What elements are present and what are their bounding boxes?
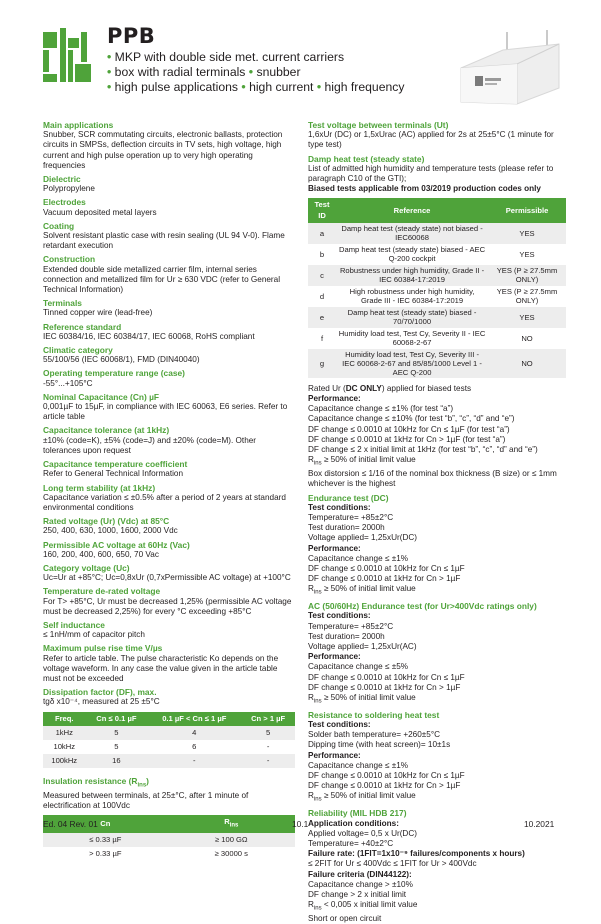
condition-line: Temperature= +85±2°C [308, 621, 394, 631]
perf-line: DF change ≤ 2 x initial limit at 1kHz (for test “b”, “c”, “d” and “e”) [308, 445, 538, 455]
permissible-ac-voltage-heading: Permissible AC voltage at 60Hz (Vac) [43, 539, 190, 550]
dielectric-heading: Dielectric [43, 174, 81, 185]
self-inductance-text: ≤ 1nH/mm of capacitor pitch [43, 630, 145, 640]
damp-heat-text: List of admitted high humidity and temperature tests (please refer to paragraph C10 of the GTI); [308, 163, 554, 184]
table-cell: - [241, 740, 295, 754]
table-cell: YES [488, 223, 566, 244]
condition-line: Temperature= +40±2°C [308, 838, 394, 848]
perf-rins-line: $R_{ins} \ge 50\%$ of initial limit value [308, 455, 416, 467]
condition-line: Solder bath temperature= +260±5°C [308, 730, 441, 740]
pulse-rise-time-text: Refer to article table. The pulse characteristic Ko depends on the voltage waveform. In any case the value given in the article table must not be exceeded [43, 653, 279, 683]
table-cell: a [308, 223, 336, 244]
rated-voltage-text: 250, 400, 630, 1000, 1600, 2000 Vdc [43, 526, 178, 536]
terminals-text: Tinned copper wire (lead-free) [43, 308, 153, 318]
performance-label: Performance: [308, 750, 361, 760]
footer-page-number: 10.1 [292, 819, 309, 829]
perf-rins-line: $R_{ins} \ge 50\%$ of initial limit value [308, 791, 416, 804]
company-logo [43, 28, 93, 84]
table-row [308, 349, 566, 378]
product-photo [455, 30, 565, 110]
table-header: 0.1 µF < Cn ≤ 1 µF [147, 712, 241, 726]
table-cell: Damp heat test (steady state) biased - AEC Q-200 cockpit [339, 245, 486, 264]
table-row [43, 740, 295, 754]
climatic-category-text: 55/100/56 (IEC 60068/1), FMD (DIN40040) [43, 355, 200, 365]
perf-line: Capacitance change ≤ ±1% [308, 760, 409, 770]
table-cell: > 0.33 µF [89, 848, 122, 858]
humidity-test-table [308, 198, 566, 377]
subtitle-line-3: • high pulse applications • high current • high frequency [107, 80, 405, 94]
table-cell: Damp heat test (steady state) not biased - IEC60068 [336, 223, 488, 244]
dissipation-factor-table [43, 712, 295, 768]
table-row [308, 265, 566, 286]
reliability-heading: Reliability (MIL HDB 217) [308, 808, 407, 819]
climatic-category-heading: Climatic category [43, 345, 113, 356]
derated-voltage-heading: Temperature de-rated voltage [43, 586, 161, 597]
capacitance-tolerance-text: ±10% (code=K), ±5% (code=J) and ±20% (code=M). Other tolerances upon request [43, 435, 257, 455]
table-cell: YES (P ≥ 27.5mm ONLY) [496, 287, 558, 306]
table-cell: ≤ 0.33 µF [43, 833, 168, 847]
capacitance-temp-coeff-text: Refer to General Technical Information [43, 469, 184, 479]
failure-criteria-label: Failure criteria (DIN44122): [308, 869, 412, 879]
nominal-capacitance-text: 0,001µF to 15µF, in compliance with IEC 60063, E6 series. Refer to article table [43, 402, 288, 422]
dissipation-factor-text: tgδ x10⁻⁴, measured at 25 ±5°C [43, 697, 160, 707]
operating-temperature-heading: Operating temperature range (case) [43, 368, 185, 379]
table-cell: 16 [85, 754, 147, 768]
main-applications-heading: Main applications [43, 120, 114, 130]
table-cell: Humidity load test, Test Cy, Severity II - IEC 60068-2-67 [338, 329, 486, 348]
table-cell: g [308, 349, 336, 378]
table-header: Permissible [488, 198, 566, 222]
right-column [308, 120, 566, 924]
table-header: Cn > 1 µF [241, 712, 295, 726]
long-term-stability-text: Capacitance variation ≤ ±0.5% after a period of 2 years at standard environmental conditions [43, 492, 286, 512]
table-cell: NO [521, 333, 533, 343]
table-cell: 100kHz [43, 754, 85, 768]
ac-endurance-heading: AC (50/60Hz) Endurance test (for Ur>400Vdc ratings only) [308, 601, 537, 612]
endurance-dc-heading: Endurance test (DC) [308, 492, 389, 503]
rated-voltage-heading: Rated voltage (Ur) (Vdc) at 85°C [43, 516, 170, 527]
performance-label: Performance: [308, 543, 361, 553]
condition-line: Voltage applied= 1,25xUr(AC) [308, 641, 417, 651]
nominal-capacitance-heading: Nominal Capacitance (Cn) µF [43, 391, 160, 402]
criteria-line: DF change > 2 x initial limit [308, 889, 407, 899]
table-cell: Humidity load test, Test Cy, Severity III - IEC 60068-2-67 and 85/85/1000 Level 1 - AEC Q-200 [336, 349, 488, 378]
perf-line: DF change ≤ 0.0010 at 1kHz for Cn > 1µF [308, 781, 461, 791]
perf-line: DF change ≤ 0.0010 at 10kHz for Cn ≤ 1µF [308, 672, 465, 682]
perf-line: Capacitance change ≤ ±10% (for test “b”, “c”, “d” and “e”) [308, 414, 515, 424]
performance-label: Performance: [308, 394, 361, 404]
table-row [308, 307, 566, 328]
product-title: PPB [107, 24, 156, 48]
table-cell: 5 [241, 726, 295, 740]
perf-box-line: Box distorsion ≤ 1/16 of the nominal box thickness (B size) or ≤ 1mm whichever is the highest [308, 469, 557, 489]
dissipation-factor-heading: Dissipation factor (DF), max. [43, 687, 157, 698]
insulation-resistance-text: Measured between terminals, at 25±°C, after 1 minute of electrification at 100Vdc [43, 790, 249, 810]
coating-text: Solvent resistant plastic case with resin sealing (UL 94 V-0). Flame retardant execution [43, 231, 285, 251]
pulse-rise-time-heading: Maximum pulse rise time V/µs [43, 643, 163, 654]
test-conditions-label: Test conditions: [308, 720, 371, 730]
category-voltage-heading: Category voltage (Uc) [43, 562, 130, 573]
electrodes-text: Vacuum deposited metal layers [43, 207, 157, 217]
table-cell: 5 [85, 726, 147, 740]
failure-rate-label: Failure rate: (1FIT=1x10⁻⁹ failures/components x hours) [308, 849, 525, 859]
derated-voltage-text: For T> +85°C, Ur must be decreased 1,25% (permissible AC voltage must be decreased 2,25%) for every °C exceeding +85°C [43, 596, 292, 616]
permissible-ac-voltage-text: 160, 200, 400, 600, 650, 70 Vac [43, 549, 159, 559]
perf-rins-line: $R_{ins} \ge 50\%$ of initial limit value [308, 693, 416, 705]
perf-line: DF change ≤ 0.0010 at 10kHz for Cn ≤ 1µF [308, 771, 465, 781]
table-cell: YES [488, 307, 566, 328]
damp-heat-heading: Damp heat test (steady state) [308, 153, 425, 164]
table-cell: 6 [147, 740, 241, 754]
perf-line: DF change ≤ 0.0010 at 10kHz for Cn ≤ 1µF (for test “a”) [308, 424, 510, 434]
perf-line: DF change ≤ 0.0010 at 1kHz for Cn > 1µF [308, 682, 461, 692]
subtitle-line-2: • box with radial terminals • snubber [107, 65, 301, 79]
failure-rate-line: ≤ 2FIT for Ur ≤ 400Vdc ≤ 1FIT for Ur > 400Vdc [308, 859, 477, 869]
performance-label: Performance: [308, 652, 361, 662]
table-cell: Robustness under high humidity, Grade II - IEC 60384-17:2019 [336, 265, 488, 286]
reference-standard-heading: Reference standard [43, 321, 122, 332]
test-voltage-heading: Test voltage between terminals (Ut) [308, 120, 449, 130]
self-inductance-heading: Self inductance [43, 619, 105, 630]
table-cell: ≥ 30000 s [214, 848, 248, 858]
damp-heat-note: Biased tests applicable from 03/2019 production codes only [308, 184, 541, 194]
table-header: $R_{ins}$ [168, 815, 295, 833]
table-row [43, 754, 295, 768]
perf-line: Capacitance change ≤ ±1% (for test “a”) [308, 404, 454, 414]
table-cell: Damp heat test (steady state) biased - 70/70/1000 [336, 307, 488, 328]
table-cell: YES (P ≥ 27.5mm ONLY) [488, 265, 566, 286]
table-cell: ≥ 100 GΩ [168, 833, 295, 847]
perf-line: Capacitance change ≤ ±5% [308, 662, 409, 672]
capacitance-temp-coeff-heading: Capacitance temperature coefficient [43, 459, 188, 470]
condition-line: Temperature= +85±2°C [308, 512, 394, 522]
table-cell: c [308, 265, 336, 286]
perf-line: DF change ≤ 0.0010 at 1kHz for Cn > 1µF (for test “a”) [308, 434, 506, 444]
construction-heading: Construction [43, 254, 96, 265]
table-cell: 10kHz [43, 740, 85, 754]
condition-line: Voltage applied= 1,25xUr(DC) [308, 533, 417, 543]
condition-line: Test duration= 2000h [308, 631, 385, 641]
criteria-line: Capacitance change > ±10% [308, 879, 413, 889]
table-cell: 5 [85, 740, 147, 754]
insulation-resistance-heading: Insulation resistance $(R_{ins})$ [43, 775, 149, 789]
table-row [43, 726, 295, 740]
long-term-stability-heading: Long term stability (at 1kHz) [43, 482, 156, 493]
dielectric-text: Polypropylene [43, 184, 95, 194]
left-column [43, 120, 295, 861]
table-cell: - [241, 754, 295, 768]
soldering-heat-heading: Resistance to soldering heat test [308, 709, 440, 720]
test-voltage-text: 1,6xUr (DC) or 1,5xUrac (AC) applied for 2s at 25±5°C (1 minute for type test) [308, 130, 554, 150]
table-row [308, 244, 566, 265]
table-header: Cn [43, 815, 168, 833]
table-cell: e [308, 307, 336, 328]
table-header: Cn ≤ 0.1 µF [85, 712, 147, 726]
table-cell: 4 [147, 726, 241, 740]
table-cell: b [319, 249, 325, 259]
condition-line: Test duration= 2000h [308, 523, 385, 533]
table-cell: d [319, 291, 325, 301]
table-row [43, 833, 295, 847]
main-applications-text: Snubber, SCR commutating circuits, electronic ballasts, protection circuits in SMPSs, deflection circuits in TV sets, high voltage, high current and high pulse operation up to very high operating frequencies [43, 130, 283, 170]
perf-line: DF change ≤ 0.0010 at 1kHz for Cn > 1µF [308, 574, 461, 584]
construction-text: Extended double side metallized carrier film, internal series connection and metallized film for Ur ≥ 630 VDC (refer to General Technical Information) [43, 264, 281, 295]
table-cell: NO [488, 349, 566, 378]
coating-heading: Coating [43, 220, 75, 231]
condition-line: Applied voltage= 0,5 x Ur(DC) [308, 828, 417, 838]
test-conditions-label: Test conditions: [308, 502, 371, 512]
footer-edition: Ed. 04 Rev. 01 [43, 819, 98, 829]
condition-line: Dipping time (with heat screen)= 10±1s [308, 740, 451, 750]
table-cell: - [147, 754, 241, 768]
terminals-heading: Terminals [43, 298, 82, 309]
table-cell: 1kHz [43, 726, 85, 740]
table-row [308, 328, 566, 349]
table-row [43, 847, 295, 861]
table-cell: High robustness under high humidity, Grade III - IEC 60384-17:2019 [349, 287, 475, 306]
table-header: Freq. [43, 712, 85, 726]
rated-ur-note: Rated Ur (DC ONLY) applied for biased tests [308, 383, 472, 393]
criteria-rins-line: $R_{ins} < 0,005$ x initial limit value [308, 900, 418, 912]
table-row [308, 223, 566, 244]
table-cell: f [320, 333, 324, 343]
perf-line: DF change ≤ 0.0010 at 10kHz for Cn ≤ 1µF [308, 563, 465, 573]
category-voltage-text: Uc=Ur at +85°C; Uc=0,8xUr (0,7xPermissible AC voltage) at +100°C [43, 573, 291, 583]
perf-line: Capacitance change ≤ ±1% [308, 553, 409, 563]
criteria-line: Short or open circuit [308, 913, 382, 923]
table-cell: YES [519, 249, 535, 259]
table-header: Test ID [308, 198, 336, 222]
subtitle-line-1: • MKP with double side met. current carriers [107, 50, 345, 64]
application-conditions-label: Application conditions: [308, 818, 399, 828]
reference-standard-text: IEC 60384/16, IEC 60384/17, IEC 60068, RoHS compliant [43, 331, 255, 341]
capacitance-tolerance-heading: Capacitance tolerance (at 1kHz) [43, 425, 170, 436]
operating-temperature-text: -55°...+105°C [43, 378, 93, 388]
table-header: Reference [336, 198, 488, 222]
perf-rins-line: $R_{ins} \ge 50\%$ of initial limit value [308, 584, 416, 596]
test-conditions-label: Test conditions: [308, 611, 371, 621]
table-row [308, 286, 566, 307]
electrodes-heading: Electrodes [43, 197, 86, 208]
footer-date: 10.2021 [524, 819, 555, 829]
